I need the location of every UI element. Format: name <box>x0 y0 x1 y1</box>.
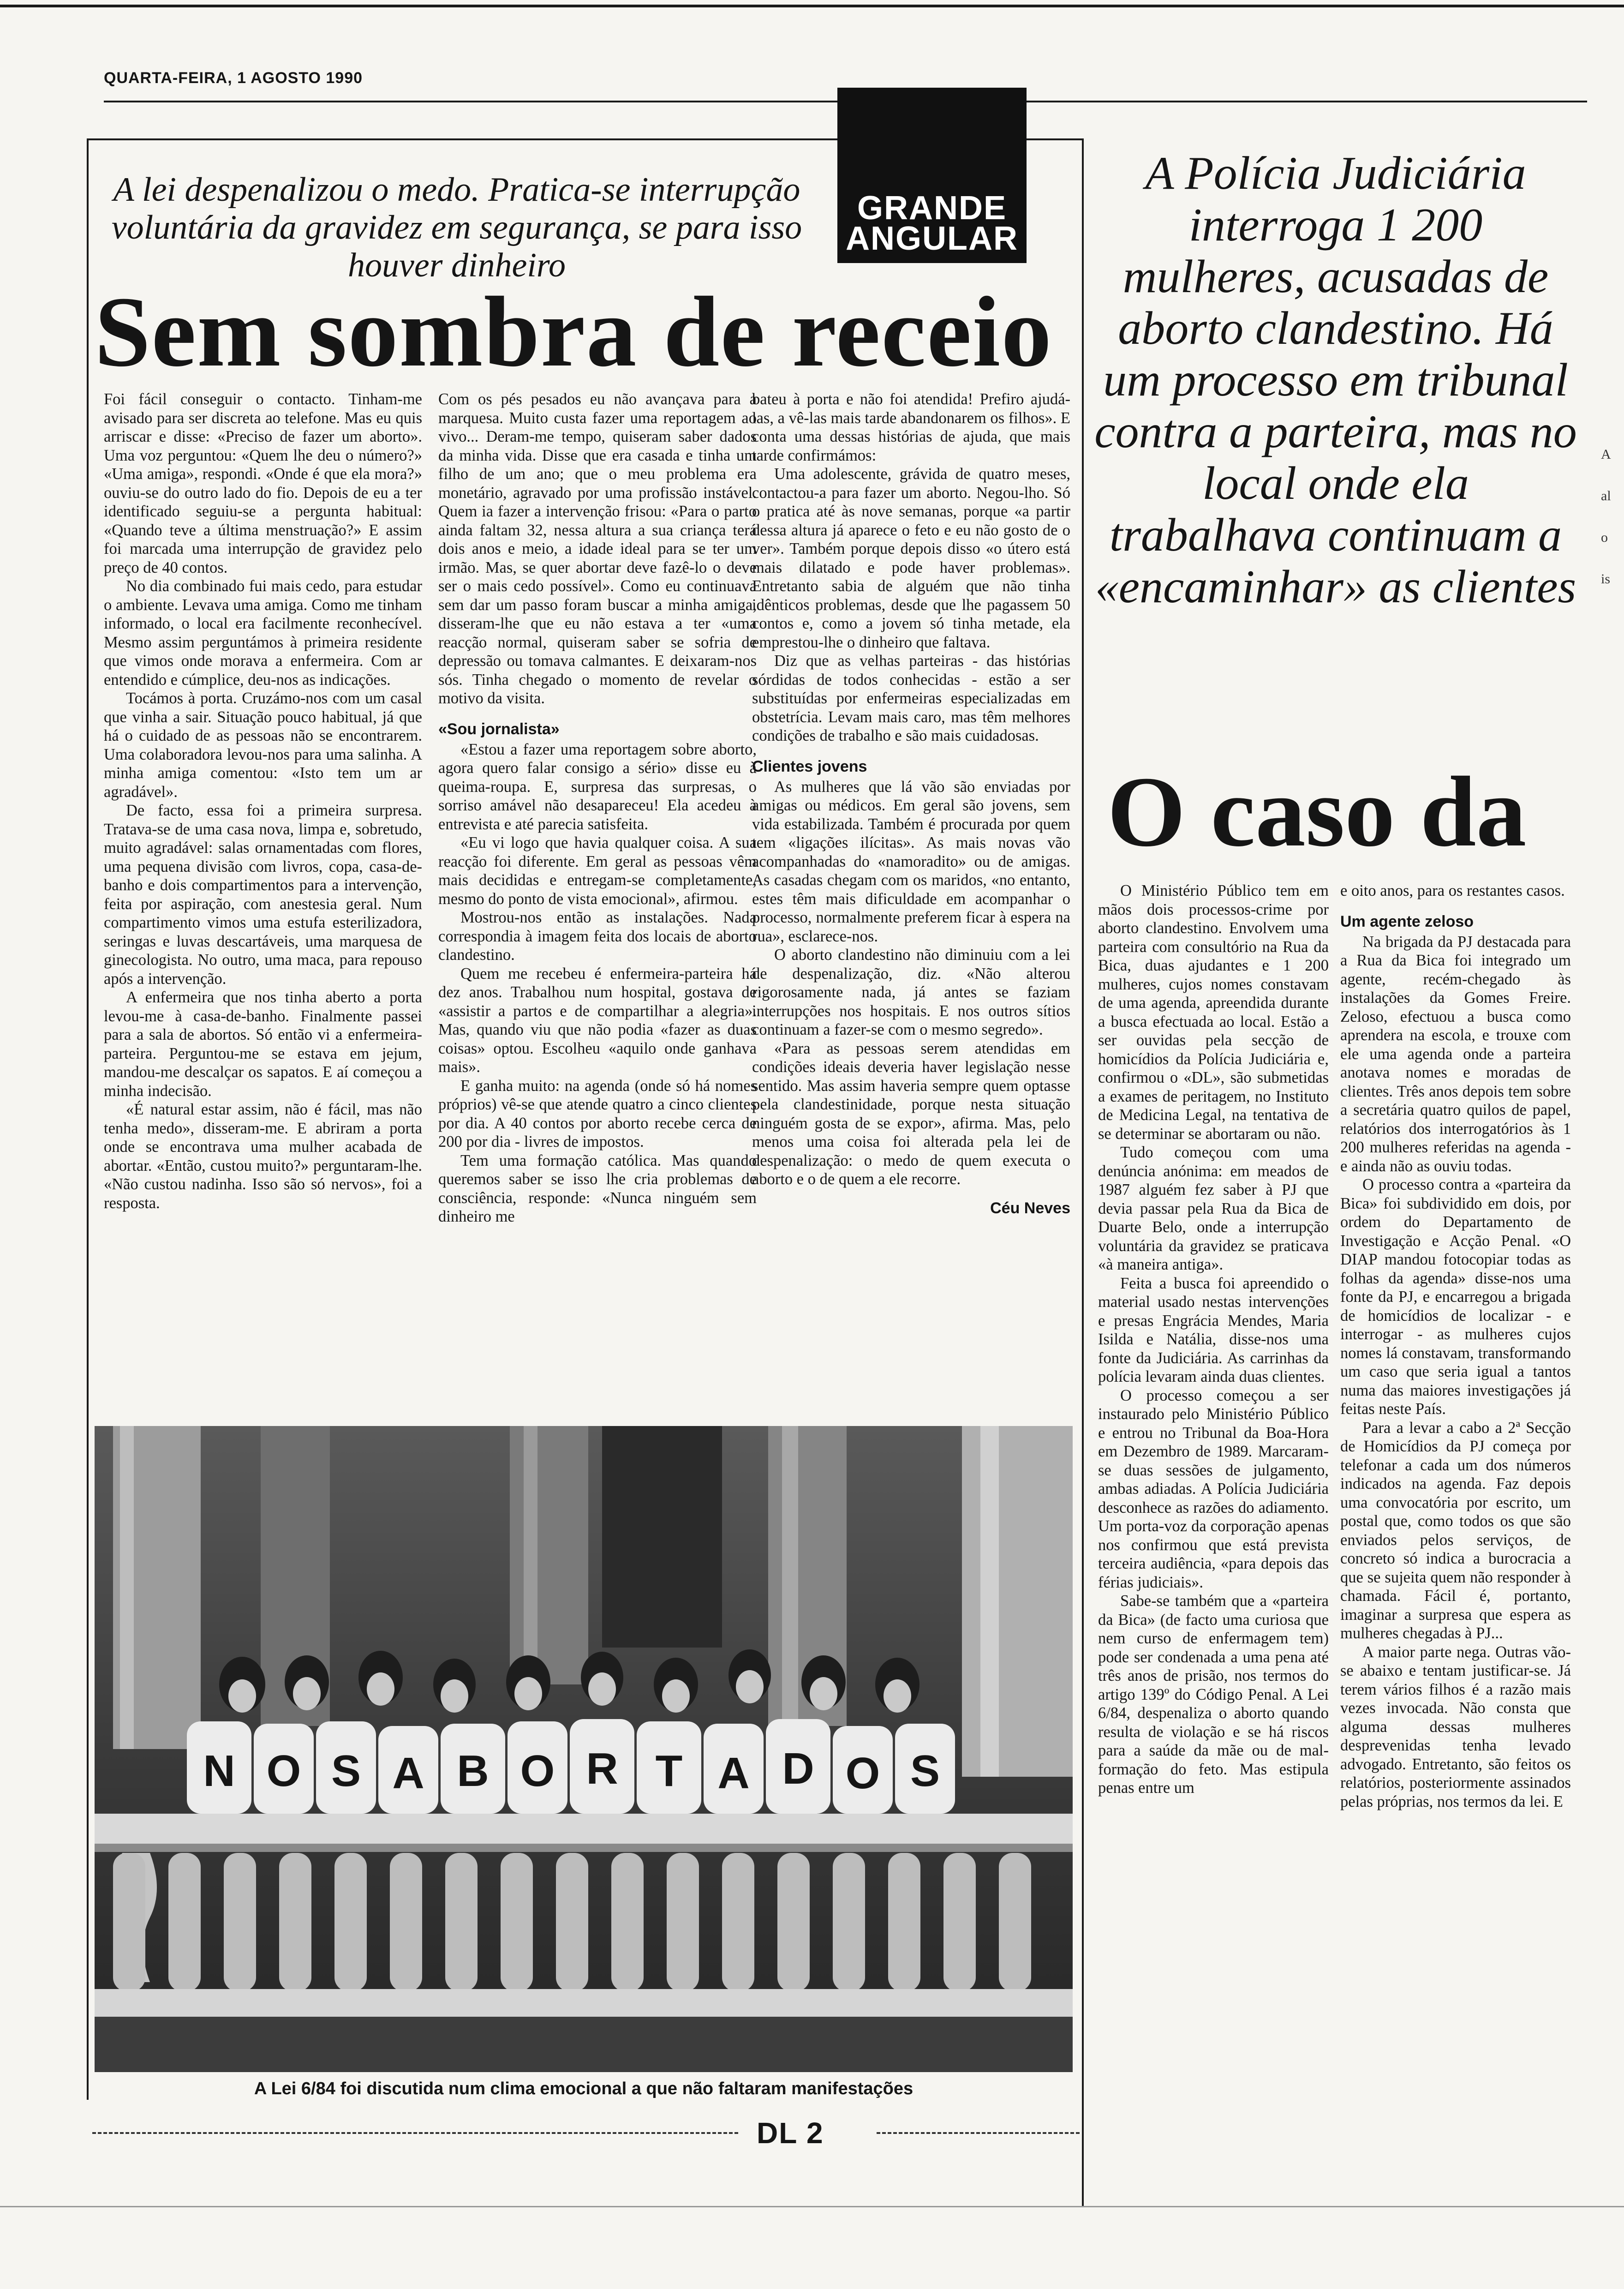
page-number: DL 2 <box>757 2116 824 2150</box>
side-column-2 <box>1340 881 1571 2109</box>
paragraph: As mulheres que lá vão são enviadas por amigas ou médicos. Em geral são jovens, sem vida estabilizada. Também é procurada por quem tem «ligações ilícitas». As mais novas vão acompanhadas do «namoradito» ou de amigas. As casadas chegam com os maridos, «no entanto, estes têm mais dificuldade em acompanhar o processo, normalmente preferem ficar à espera na rua», esclarece-nos. <box>752 778 1070 945</box>
banner-letter: N <box>203 1746 235 1796</box>
banner-letter: B <box>457 1746 489 1796</box>
paragraph: Sabe-se também que a «parteira da Bica» (de facto uma curiosa que nem curso de enfermagem tem) pode ser condenada a uma pena até três anos de prisão, nos termos do artigo 139º do Código Penal. A Lei 6/84, despenaliza o aborto quando resulta de violação e se há riscos para a saúde da mãe ou de mal-formação do feto. Mas estipula penas entre um <box>1098 1592 1329 1797</box>
subhead: Um agente zeloso <box>1340 912 1474 930</box>
paragraph: Tocámos à porta. Cruzámo-nos com um casal que vinha a sair. Situação pouco habitual, já que há o cuidado de as pessoas não se encontrarem. Uma colaboradora levou-nos para uma salinha. A minha amiga comentou: «Isto tem um ar agradável». <box>104 689 422 801</box>
paragraph: Tem uma formação católica. Mas quando queremos saber se isso lhe cria problemas de consciência, responde: «Nunca ninguém sem dinheiro me <box>438 1151 757 1225</box>
top-rule <box>0 5 1624 7</box>
paragraph: O Ministério Público tem em mãos dois processos-crime por aborto clandestino. Envolvem uma parteira com consultório na Rua da Bica, duas ajudantes e 1 200 mulheres, cujos nomes constavam de uma agenda, apreendida durante a busca efectuada ao local. Estão a ser ouvidas pela secção de homicídios da Polícia Judiciária e, confirmou o «DL», são submetidas a exames de peritagem, no Instituto de Medicina Legal, na tentativa de se determinar se abortaram ou não. <box>1098 882 1329 1143</box>
subhead: «Sou jornalista» <box>438 720 560 738</box>
edge-fragment: is <box>1601 571 1611 587</box>
paragraph: «Estou a fazer uma reportagem sobre aborto, agora quero falar consigo a sério» disse eu à queima-roupa. E, surpresa das surpresas, o sorriso amável não desapareceu! Ela acedeu à entrevista e até parecia satisfeita. <box>438 740 757 833</box>
banner-letter: O <box>845 1749 880 1798</box>
paragraph: O processo começou a ser instaurado pelo Ministério Público e entrou no Tribunal da Boa-Hora em Dezembro de 1989. Marcaram-se duas sessões de julgamento, ambas adiadas. A Polícia Judiciária desconhece as razões do adiamento. Um porta-voz da corporação apenas nos confirmou que está prevista terceira audiência, «para depois das férias judiciais». <box>1098 1386 1329 1591</box>
edge-fragment: o <box>1601 530 1608 545</box>
banner-letter: A <box>717 1749 750 1798</box>
banner-letter: S <box>331 1746 361 1796</box>
banner-letter: A <box>392 1749 424 1798</box>
edge-fragment: A <box>1601 447 1611 462</box>
frame-right <box>1082 138 1084 2206</box>
banner-letter: O <box>266 1746 301 1796</box>
main-headline: Sem sombra de receio <box>95 276 1053 388</box>
paragraph: Feita a busca foi apreendido o material usado nestas intervenções e presas Engrácia Mendes, Maria Isilda e Natália, disse-nos uma fonte da Judiciária. As carrinhas da polícia levaram ainda duas clientes. <box>1098 1274 1329 1385</box>
side-headline: O caso da <box>1107 756 1527 868</box>
bottom-rule <box>92 2132 738 2134</box>
kicker: A lei despenalizou o medo. Pratica-se interrupção voluntária da gravidez em segurança, se para isso houver dinheiro <box>111 171 802 284</box>
section-badge <box>837 88 1027 263</box>
article-column-3 <box>752 390 1070 1405</box>
paragraph: Tudo começou com uma denúncia anónima: em meados de 1987 alguém fez saber à PJ que devia passar pela Rua da Bica de Duarte Belo, onde a interrupção voluntária da gravidez se praticava «à maneira antiga». <box>1098 1144 1329 1273</box>
bottom-rule-right <box>877 2132 1080 2134</box>
edge-fragment: al <box>1601 488 1611 503</box>
paragraph: Diz que as velhas parteiras - das histórias sórdidas de todos conhecidas - estão a ser substituídas por enfermeiras especializadas em obstetrícia. Levam mais caro, mas têm melhores condições de trabalho e são mais cuidadosas. <box>752 652 1070 744</box>
paragraph: «É natural estar assim, não é fácil, mas não tenha medo», disseram-me. E abriram a porta onde se encontrava uma mulher acabada de abortar. «Então, custou muito?» perguntaram-lhe. «Não custou nadinha. Isso são só nervos», foi a resposta. <box>104 1101 422 1212</box>
side-column-1 <box>1098 881 1329 2109</box>
paragraph: Para a levar a cabo a 2ª Secção de Homicídios da PJ começa por telefonar a cada um dos números indicados na agenda. Faz depois uma convocatória por escrito, um postal que, como todos os que são enviados pelos serviços, de concreto só indica a burocracia a que se sujeita quem não responder à chamada. Fácil é, portanto, imaginar a surpresa que espera as mulheres chegadas à PJ... <box>1340 1419 1571 1642</box>
paragraph: e oito anos, para os restantes casos. <box>1340 882 1565 899</box>
paragraph: «Para as pessoas serem atendidas em condições ideais deveria haver legislação nesse sentido. Mas assim haveria sempre quem optasse pela clandestinidade, porque nesta situação ninguém gosta de se expor», afirma. Mas, pelo menos uma coisa foi alterada pela lei de despenalização: o medo de quem executa o aborto e o de quem a ele recorre. <box>752 1039 1070 1188</box>
banner-letter: T <box>655 1746 683 1796</box>
paragraph: A enfermeira que nos tinha aberto a porta levou-me à casa-de-banho. Finalmente passei para a sala de abortos. Só então vi a enfermeira-parteira. Perguntou-me se estava em jejum, mandou-me descalçar os sapatos. E aí começou a minha indecisão. <box>104 989 422 1100</box>
paragraph: «Eu vi logo que havia qualquer coisa. A sua reacção foi diferente. Em geral as pessoas vêm mais decididas e entregam-se completamente, mesmo do ponto de vista emocional», afirmou. <box>438 834 757 908</box>
banner-letter: O <box>520 1746 555 1796</box>
paragraph: Com os pés pesados eu não avançava para a marquesa. Muito custa fazer uma reportagem ao vivo... Deram-me tempo, quiseram saber dados da minha vida. Disse que era casada e tinha um filho de um ano; que o meu problema era monetário, agravado por uma profissão instável. Quem ia fazer a intervenção frisou: «Para o parto ainda faltam 32, nessa altura a sua criança terá dois anos e meio, a idade ideal para se ter um irmão. Mas, se quer abortar deve fazê-lo o deve ser o mais cedo possível». Como eu continuava sem dar um passo foram buscar a minha amiga, disseram-lhe que eu não estava a ter «uma reacção normal, quiseram saber se sofria de depressão ou tomava calmantes. E deixaram-nos sós. Tinha chegado o momento de revelar o motivo da visita. <box>438 390 757 707</box>
protest-photo <box>95 1426 1073 2072</box>
dateline: QUARTA-FEIRA, 1 AGOSTO 1990 <box>104 69 363 87</box>
banner-letter: R <box>586 1744 618 1793</box>
side-quote: A Polícia Judiciária interroga 1 200 mulheres, acusadas de aborto clandestino. Há um processo em tribunal contra a parteira, mas no local onde ela trabalhava continuam a «encaminhar» as clientes <box>1094 147 1577 613</box>
article-column-1 <box>104 390 422 1405</box>
byline: Céu Neves <box>990 1199 1070 1217</box>
subhead: Clientes jovens <box>752 757 867 775</box>
edge-fragments <box>1601 434 1624 600</box>
badge-line-1: GRANDE <box>857 190 1007 227</box>
paragraph: Uma adolescente, grávida de quatro meses, contactou-a para fazer um aborto. Negou-lho. Só o pratica até às nove semanas, porque «a partir dessa altura já aparece o feto e eu não gosto de o ver». Também porque depois disso «o útero está mais dilatado e pode haver problemas». Entretanto sabia de alguém que não tinha idênticos problemas, desde que lhe pagassem 50 contos e, como a jovem só tinha metade, ela emprestou-lhe o dinheiro que faltava. <box>752 465 1070 651</box>
frame-left <box>87 138 89 2100</box>
paragraph: Na brigada da PJ destacada para a Rua da Bica foi integrado um agente, recém-chegado às instalações da Gomes Freire. Zeloso, efectuou a busca como aprendera na escola, e trouxe com ele uma agenda onde a parteira anotava nomes e moradas de clientes. Três anos depois tem sobre a secretária quatro quilos de papel, relatórios dos interrogatórios às 1 200 mulheres referidas na agenda - e ainda não as ouviu todas. <box>1340 933 1571 1175</box>
paragraph: No dia combinado fui mais cedo, para estudar o ambiente. Levava uma amiga. Como me tinham informado, o local era facilmente reconhecível. Mesmo assim perguntámos à primeira residente que vimos onde morava a enfermeira. Com ar entendido e cúmplice, deu-nos as indicações. <box>104 577 422 689</box>
paragraph: Mostrou-nos então as instalações. Nada correspondia à imagem feita dos locais de aborto clandestino. <box>438 909 757 964</box>
paragraph: O aborto clandestino não diminuiu com a lei de despenalização, diz. «Não alterou rigorosamente nada, já antes se faziam interrupções nos hospitais. E nos outros sítios continuam a fazer-se com o mesmo segredo». <box>752 946 1070 1038</box>
paragraph: De facto, essa foi a primeira surpresa. Tratava-se de uma casa nova, limpa e, sobretudo, muito agradável: salas ornamentadas com flores, uma pequena divisão com livros, copa, casa-de-banho e dois compartimentos para a intervenção, feita por aspiração, com anestesia geral. Num compartimento vimos uma estufa esterilizadora, seringas e luvas descartáveis, uma marquesa de ginecologista. No outro, uma maca, para repouso após a intervenção. <box>104 802 422 988</box>
photo-caption: A Lei 6/84 foi discutida num clima emocional a que não faltaram manifestações <box>254 2079 914 2098</box>
bottom-edge <box>0 2206 1624 2207</box>
article-column-2 <box>438 390 757 1405</box>
paragraph: Quem me recebeu é enfermeira-parteira há dez anos. Trabalhou num hospital, gostava de «assistir a partos e de compartilhar a alegria». Mas, quando viu que não podia «fazer as duas coisas» optou. Escolheu «aquilo onde ganhava mais». <box>438 965 757 1076</box>
banner-letter: S <box>910 1746 940 1796</box>
paragraph: O processo contra a «parteira da Bica» foi subdividido em dois, por ordem do Departamento de Investigação e Acção Penal. «O DIAP mandou fotocopiar todas as folhas da agenda» disse-nos uma fonte da PJ, e encarregou a brigada de homicídios de localizar - e interrogar - as mulheres cujos nomes lá constavam, transformando um caso que seria igual a tantos numa das maiores investigações já feitas neste País. <box>1340 1176 1571 1418</box>
banner-letter: D <box>782 1744 814 1793</box>
paragraph: A maior parte nega. Outras vão-se abaixo e tentam justificar-se. Já terem vários filhos é a razão mais vezes invocada. Não consta que alguma dessas mulheres desprevenidas tenha levado advogado. Entretanto, são feitos os relatórios, posteriormente assinados pelas próprias, nos termos da lei. E <box>1340 1643 1571 1810</box>
badge-line-2: ANGULAR <box>846 220 1018 257</box>
paragraph: E ganha muito: na agenda (onde só há nomes próprios) vê-se que atende quatro a cinco clientes por dia. A 40 contos por aborto recebe cerca de 200 por dia - livres de impostos. <box>438 1077 757 1150</box>
paragraph: Foi fácil conseguir o contacto. Tinham-me avisado para ser discreta ao telefone. Mas eu quis arriscar e disse: «Preciso de fazer um aborto». Uma voz perguntou: «Quem lhe deu o número?» «Uma amiga», respondi. «Onde é que ela mora?» ouviu-se do outro lado do fio. Depois de eu a ter identificado seguiu-se a pergunta habitual: «Quando teve a última menstruação?» E assim foi marcada uma interrupção de gravidez pelo preço de 40 contos. <box>104 390 422 576</box>
paragraph: bateu à porta e não foi atendida! Prefiro ajudá-las, a vê-las mais tarde abandonarem os filhos». E conta uma dessas histórias de ajuda, que mais tarde confirmámos: <box>752 390 1070 464</box>
